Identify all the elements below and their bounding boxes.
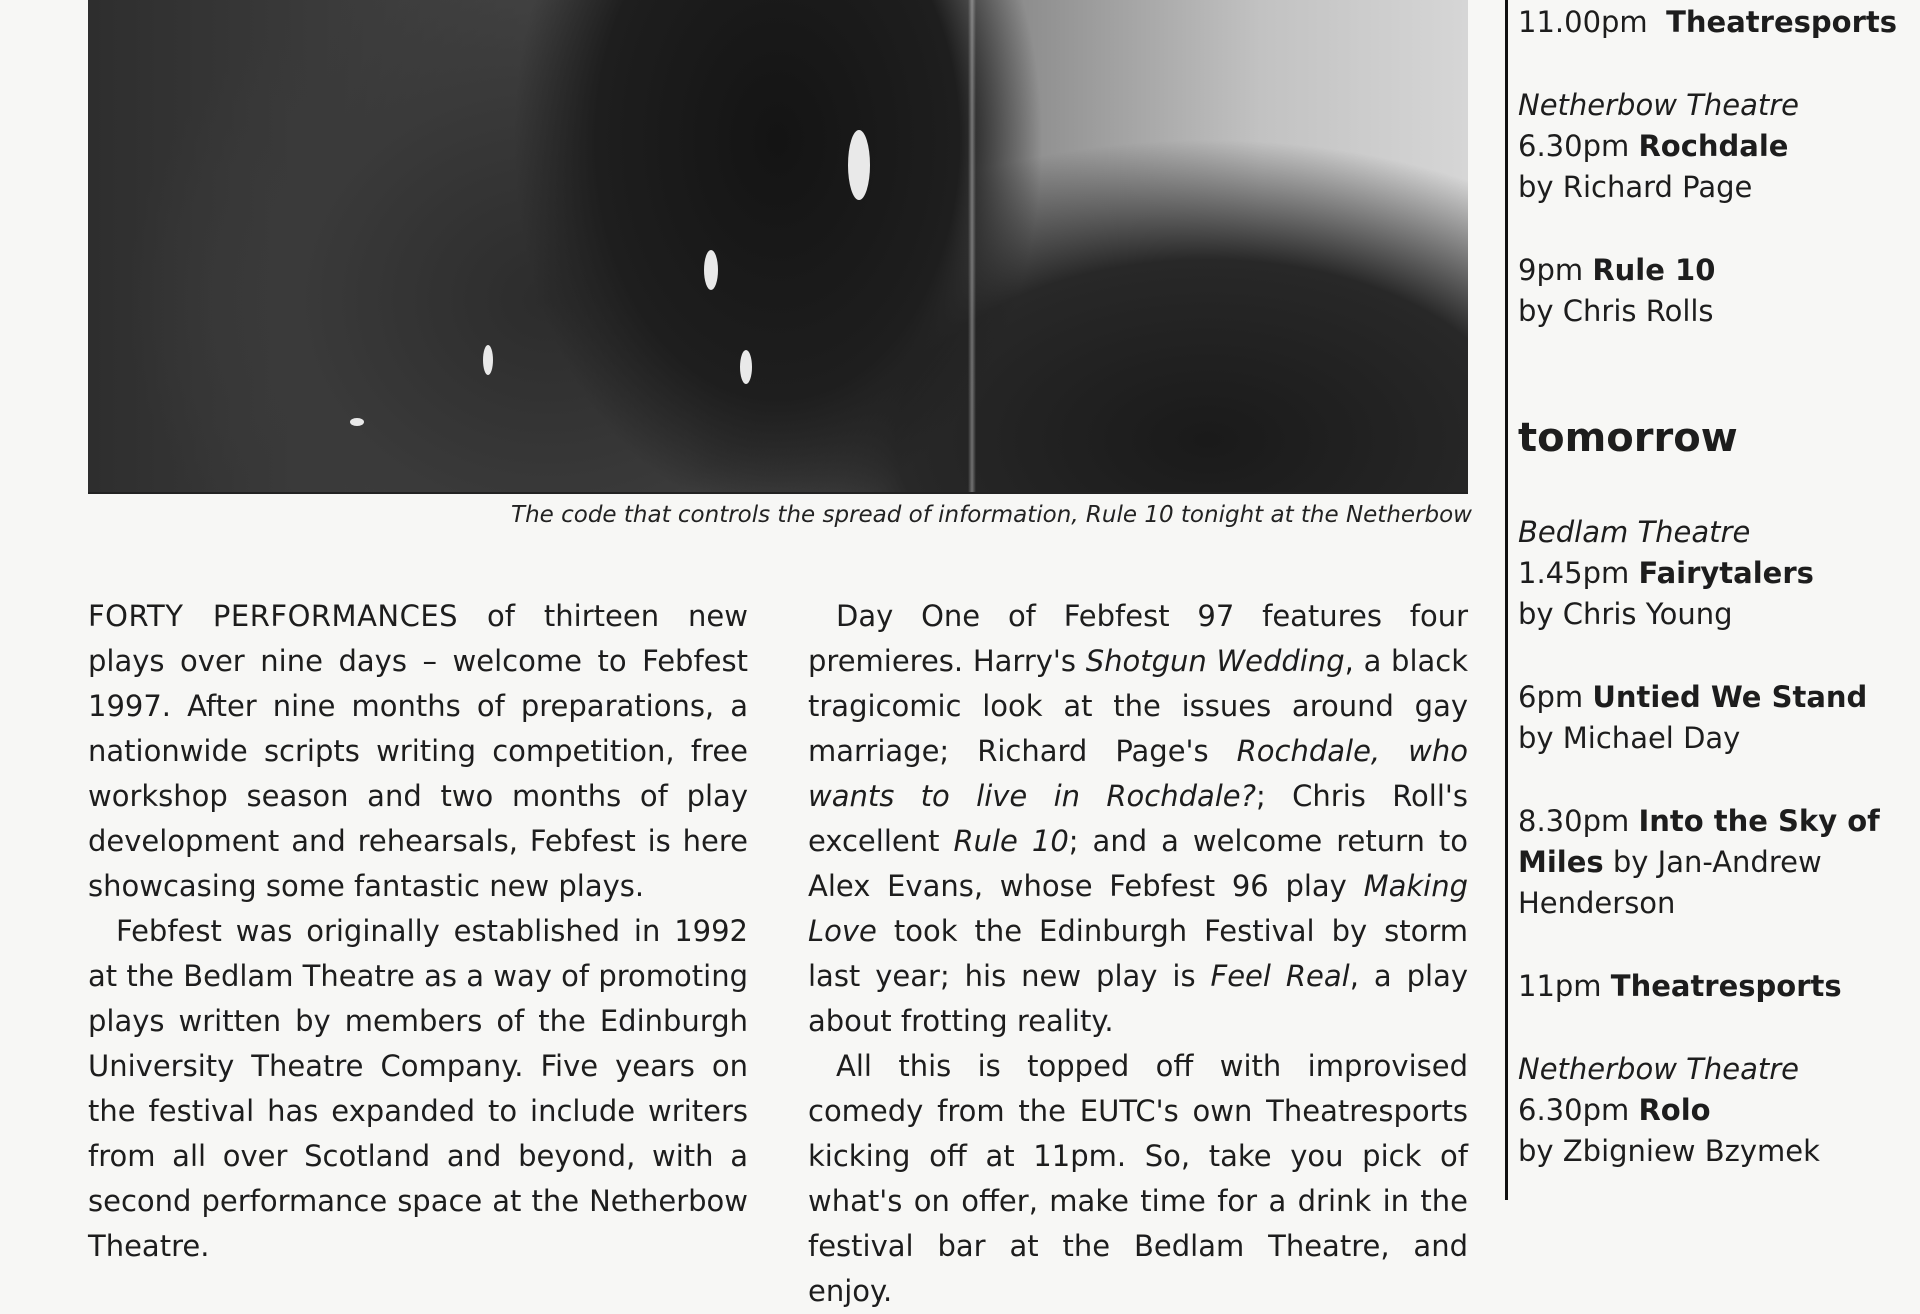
play-title: Rule 10 xyxy=(953,824,1069,858)
event-author: by Zbigniew Bzymek xyxy=(1518,1134,1820,1168)
event-author: by Chris Rolls xyxy=(1518,294,1714,328)
paragraph-text: , a play about frotting reality. xyxy=(808,959,1469,1038)
venue-name: Netherbow Theatre xyxy=(1518,1052,1799,1086)
tomorrow-heading: tomorrow xyxy=(1518,415,1738,461)
paragraph-text: ; and a welcome return to Alex Evans, whose Febfest 96 play xyxy=(808,824,1468,903)
column-divider xyxy=(1505,0,1508,1200)
article-paragraph xyxy=(88,594,748,909)
play-title: Rochdale, who wants to live in Rochdale? xyxy=(808,734,1468,813)
play-title: Making Love xyxy=(808,869,1468,948)
event-title: Theatresports xyxy=(1610,969,1842,1003)
event-author: by Michael Day xyxy=(1518,721,1741,755)
article-paragraph xyxy=(808,594,1468,1044)
event-author: by Richard Page xyxy=(1518,170,1753,204)
event-title: Into the Sky of xyxy=(1638,804,1880,838)
photo-highlight xyxy=(704,250,718,290)
paragraph-text: , a black tragicomic look at the issues around gay marriage; Richard Page's xyxy=(808,644,1469,768)
article-paragraph: All this is topped off with improvised comedy from the EUTC's own Theatresports kicking off at 11pm. So, take you pick of what's on offer, make time for a drink in the festival bar at the Bedlam Theatre, and enjoy. xyxy=(808,1049,1468,1308)
event-time: 11pm xyxy=(1518,969,1602,1003)
fold-crease xyxy=(968,0,976,492)
event-time: 8.30pm xyxy=(1518,804,1630,838)
schedule-entry-continued xyxy=(1518,842,1822,883)
event-title: Miles xyxy=(1518,845,1604,879)
paragraph-text: Day One of Febfest 97 features four premieres. Harry's xyxy=(808,599,1468,678)
event-title: Rochdale xyxy=(1638,129,1789,163)
schedule-entry xyxy=(1518,250,1715,291)
schedule-entry xyxy=(1518,677,1867,718)
event-title: Theatresports xyxy=(1666,5,1897,39)
play-title: Shotgun Wedding xyxy=(1085,644,1345,678)
lead-in-caps: FORTY PERFORMANCES xyxy=(88,599,459,633)
event-title: Rule 10 xyxy=(1592,253,1716,287)
photo-caption: The code that controls the spread of information, Rule 10 tonight at the Netherbow xyxy=(511,502,1472,528)
schedule-entry xyxy=(1518,801,1880,842)
schedule-entry xyxy=(1518,553,1814,594)
photo-highlight xyxy=(483,345,493,375)
venue-name: Bedlam Theatre xyxy=(1518,515,1751,549)
event-title: Rolo xyxy=(1638,1093,1711,1127)
event-time: 6.30pm xyxy=(1518,129,1630,163)
event-time: 11.00pm xyxy=(1518,5,1648,39)
event-time: 9pm xyxy=(1518,253,1584,287)
event-time: 6pm xyxy=(1518,680,1584,714)
photo-highlight xyxy=(848,130,870,200)
event-time: 1.45pm xyxy=(1518,556,1630,590)
photo-highlight xyxy=(740,350,752,384)
event-author: by Chris Young xyxy=(1518,597,1733,631)
paragraph-text: ; Chris Roll's excellent xyxy=(808,779,1468,858)
event-author: Henderson xyxy=(1518,886,1676,920)
schedule-entry xyxy=(1518,126,1788,167)
event-author: by Jan-Andrew xyxy=(1603,845,1822,879)
play-title: Feel Real xyxy=(1210,959,1350,993)
schedule-entry xyxy=(1518,2,1897,43)
article-photo xyxy=(88,0,1468,494)
schedule-entry xyxy=(1518,1090,1711,1131)
schedule-entry xyxy=(1518,966,1842,1007)
article-column-2 xyxy=(808,594,1468,1314)
event-time: 6.30pm xyxy=(1518,1093,1630,1127)
event-title: Untied We Stand xyxy=(1592,680,1868,714)
photo-highlight xyxy=(350,418,364,426)
article-paragraph: Febfest was originally established in 1992 at the Bedlam Theatre as a way of promoting plays written by members of the Edinburgh University Theatre Company. Five years on the festival has expanded to include writers from all over Scotland and beyond, with a second performance space at the Netherbow Theatre. xyxy=(88,914,748,1263)
paragraph-text: took the Edinburgh Festival by storm last year; his new play is xyxy=(808,914,1468,993)
paragraph-text: of thirteen new plays over nine days – welcome to Febfest 1997. After nine months of preparations, a nationwide scripts writing competition, free workshop season and two months of play development and rehearsals, Febfest is here showcasing some fantastic new plays. xyxy=(88,599,748,903)
venue-name: Netherbow Theatre xyxy=(1518,88,1799,122)
article-column-1 xyxy=(88,594,748,1269)
event-title: Fairytalers xyxy=(1638,556,1814,590)
